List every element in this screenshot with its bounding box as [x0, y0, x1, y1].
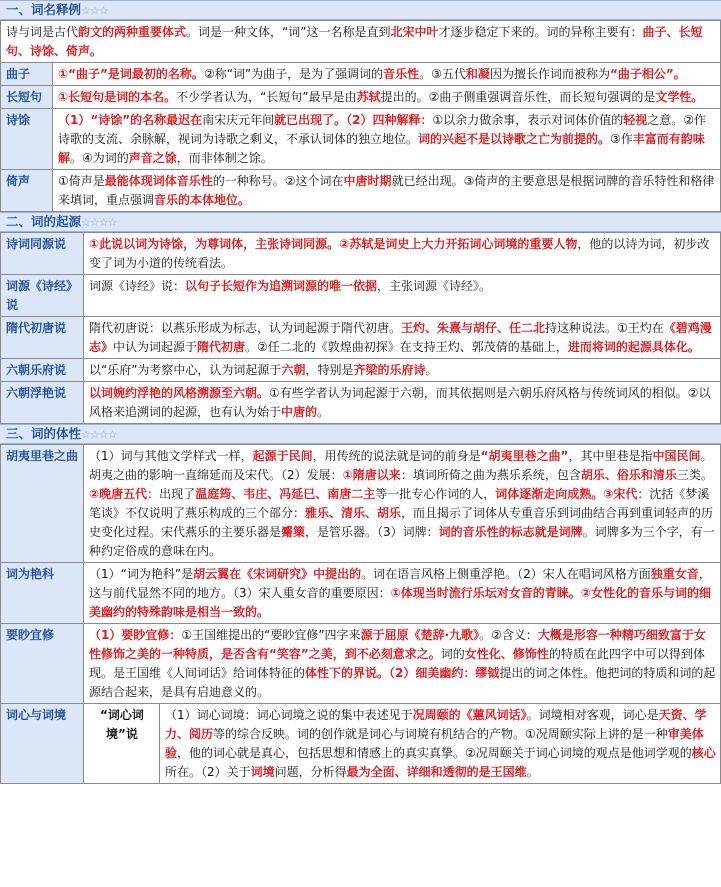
definition-cell: （1）“词为艳科”是胡云翼在《宋词研究》中提出的。词在语言风格上侧重浮艳。（2）宋人在唱词风格方面独重女音，这与前代显然不同的地方。（3）宋人重女音的重要原因：①体现当时流行乐坛对女音的青睐。②女性化的音乐与词的细美幽约的特殊韵味是相当一致的。: [84, 563, 721, 624]
definition-cell: 词源《诗经》说：以句子长短作为追溯词源的唯一依据，主张词源《诗经》。: [84, 275, 721, 317]
term-cell: 词为艳科: [1, 563, 84, 624]
origins-table: [0, 232, 721, 424]
term-cell: 诗词同源说: [1, 233, 84, 275]
word-names-table: [0, 20, 721, 212]
importance-stars: ☆☆☆: [81, 4, 108, 17]
definition-cell: ①倚声是最能体现词体音乐性的一种称号。②这个词在中唐时期就已经出现。③倚声的主要意思是根据词牌的音乐特性和格律来填词，重点强调音乐的本体地位。: [53, 170, 721, 212]
term-cell: 倚声: [1, 170, 53, 212]
table-row: [1, 109, 721, 170]
definition-cell: （1）词心词境：词心词境之说的集中表述见于况周颐的《蕙风词话》。词境相对客观，词心是天资、学力、阅历等的综合反映。词的创作就是词心与词境有机结合的产物。①况周颐实际上讲的是一种审美体验，他的词心就是真心，包括思想和情感上的真实真挚。②况周颐关于词心词境的观点是他词学观的核心所在。（2）关于词境问题，分析得最为全面、详细和透彻的是王国维。: [160, 704, 721, 784]
importance-stars: ☆☆☆☆: [81, 216, 117, 229]
table-row: [1, 359, 721, 382]
subterm-cell: “词心词境”说: [84, 704, 160, 784]
table-row: [1, 275, 721, 317]
definition-cell: （1）“诗馀”的名称最迟在南宋庆元年间就已出现了。（2）四种解释：①以余力做余事，表示对词体价值的轻视之意。②作诗歌的支流、余脉解，视词为诗歌之剩义，不承认词体的独立地位。词的兴起不是以诗歌之亡为前提的。③作丰富而有韵味解。④为词的声音之馀，而非体制之馀。: [53, 109, 721, 170]
table-row: [1, 624, 721, 704]
section-heading-word-names: 一、词名释例☆☆☆: [0, 0, 721, 20]
section-heading-origins: 二、词的起源☆☆☆☆: [0, 212, 721, 232]
definition-cell: （1）词与其他文学样式一样，起源于民间，用传统的说法就是词的前身是“胡夷里巷之曲”，其中里巷是指中国民间。胡夷之曲的影响一直绵延而及宋代。（2）发展：①隋唐以来：填词所倚之曲为燕乐系统，包含胡乐、俗乐和清乐三类。②晚唐五代：出现了温庭筠、韦庄、冯延巳、南唐二主等一批专心作词的人，词体逐渐走向成熟。③宋代：沈括《梦溪笔谈》不仅说明了燕乐构成的三个部分：雅乐、清乐、胡乐，而且揭示了词体从专重音乐到词曲结合再到重词轻声的历史变化过程。宋代燕乐的主要乐器是觱篥，是管乐器。（3）词牌：词的音乐性的标志就是词牌。词牌多为三个字，有一种约定俗成的意味在内。: [84, 445, 721, 563]
intro-text: 诗与词是古代韵文的两种重要体式。词是一种文体，“词”这一名称是直到北宋中叶才逐步稳定下来的。词的异称主要有：曲子、长短句、诗馀、倚声。: [1, 21, 721, 63]
definition-cell: ①“曲子”是词最初的名称。②称“词”为曲子，是为了强调词的音乐性。③五代和凝因为擅长作词而被称为“曲子相公”。: [53, 63, 721, 86]
term-cell: 隋代初唐说: [1, 317, 84, 359]
intro-row: [1, 21, 721, 63]
nature-table: [0, 444, 721, 784]
term-cell: 要眇宜修: [1, 624, 84, 704]
table-row: [1, 170, 721, 212]
term-cell: 诗馀: [1, 109, 53, 170]
term-cell: 词源《诗经》说: [1, 275, 84, 317]
definition-cell: ①此说以词为诗馀，为尊词体，主张诗词同源。②苏轼是词史上大力开拓词心词境的重要人物，他的以诗为词，初步改变了词为小道的传统看法。: [84, 233, 721, 275]
table-row: [1, 563, 721, 624]
definition-cell: 以词婉约浮艳的风格溯源至六朝。①有些学者认为词起源于六朝，而其依据则是六朝乐府风格与传统词风的相似。②以风格来追溯词的起源，也有认为始于中唐的。: [84, 382, 721, 424]
table-row: [1, 317, 721, 359]
definition-cell: （1）要眇宜修：①王国维提出的“要眇宜修”四字来源于屈原《楚辞·九歌》。②含义：大概是形容一种精巧细致富于女性修饰之美的一种特质，是否含有“笑容”之美，到不必刻意求之。词的女性化、修饰性的特质在此四字中可以得到体现。是王国维《人间词话》给词体特征的体性下的界说。（2）细美幽约：缪钺提出的词之体性。他把词的特质和词的起源结合起来，是具有启迪意义的。: [84, 624, 721, 704]
table-row: [1, 382, 721, 424]
table-row: [1, 63, 721, 86]
section-heading-nature: 三、词的体性☆☆☆☆: [0, 424, 721, 444]
term-cell: 词心与词境: [1, 704, 84, 784]
table-row: [1, 86, 721, 109]
importance-stars: ☆☆☆☆: [81, 428, 117, 441]
definition-cell: ①长短句是词的本名。不少学者认为，“长短句”最早是由苏轼提出的。②曲子侧重强调音乐性，而长短句强调的是文学性。: [53, 86, 721, 109]
term-cell: 六朝浮艳说: [1, 382, 84, 424]
table-row: [1, 704, 721, 784]
table-row: [1, 445, 721, 563]
term-cell: 长短句: [1, 86, 53, 109]
definition-cell: 以“乐府”为考察中心，认为词起源于六朝，特别是齐梁的乐府诗。: [84, 359, 721, 382]
definition-cell: 隋代初唐说：以燕乐形成为标志，认为词起源于隋代初唐。王灼、朱熹与胡仔、任二北持这种说法。①王灼在《碧鸡漫志》中认为词起源于隋代初唐。②任二北的《敦煌曲初探》在支持王灼、郭茂倩的基础上，进而将词的起源具体化。: [84, 317, 721, 359]
table-row: [1, 233, 721, 275]
term-cell: 六朝乐府说: [1, 359, 84, 382]
term-cell: 胡夷里巷之曲: [1, 445, 84, 563]
term-cell: 曲子: [1, 63, 53, 86]
